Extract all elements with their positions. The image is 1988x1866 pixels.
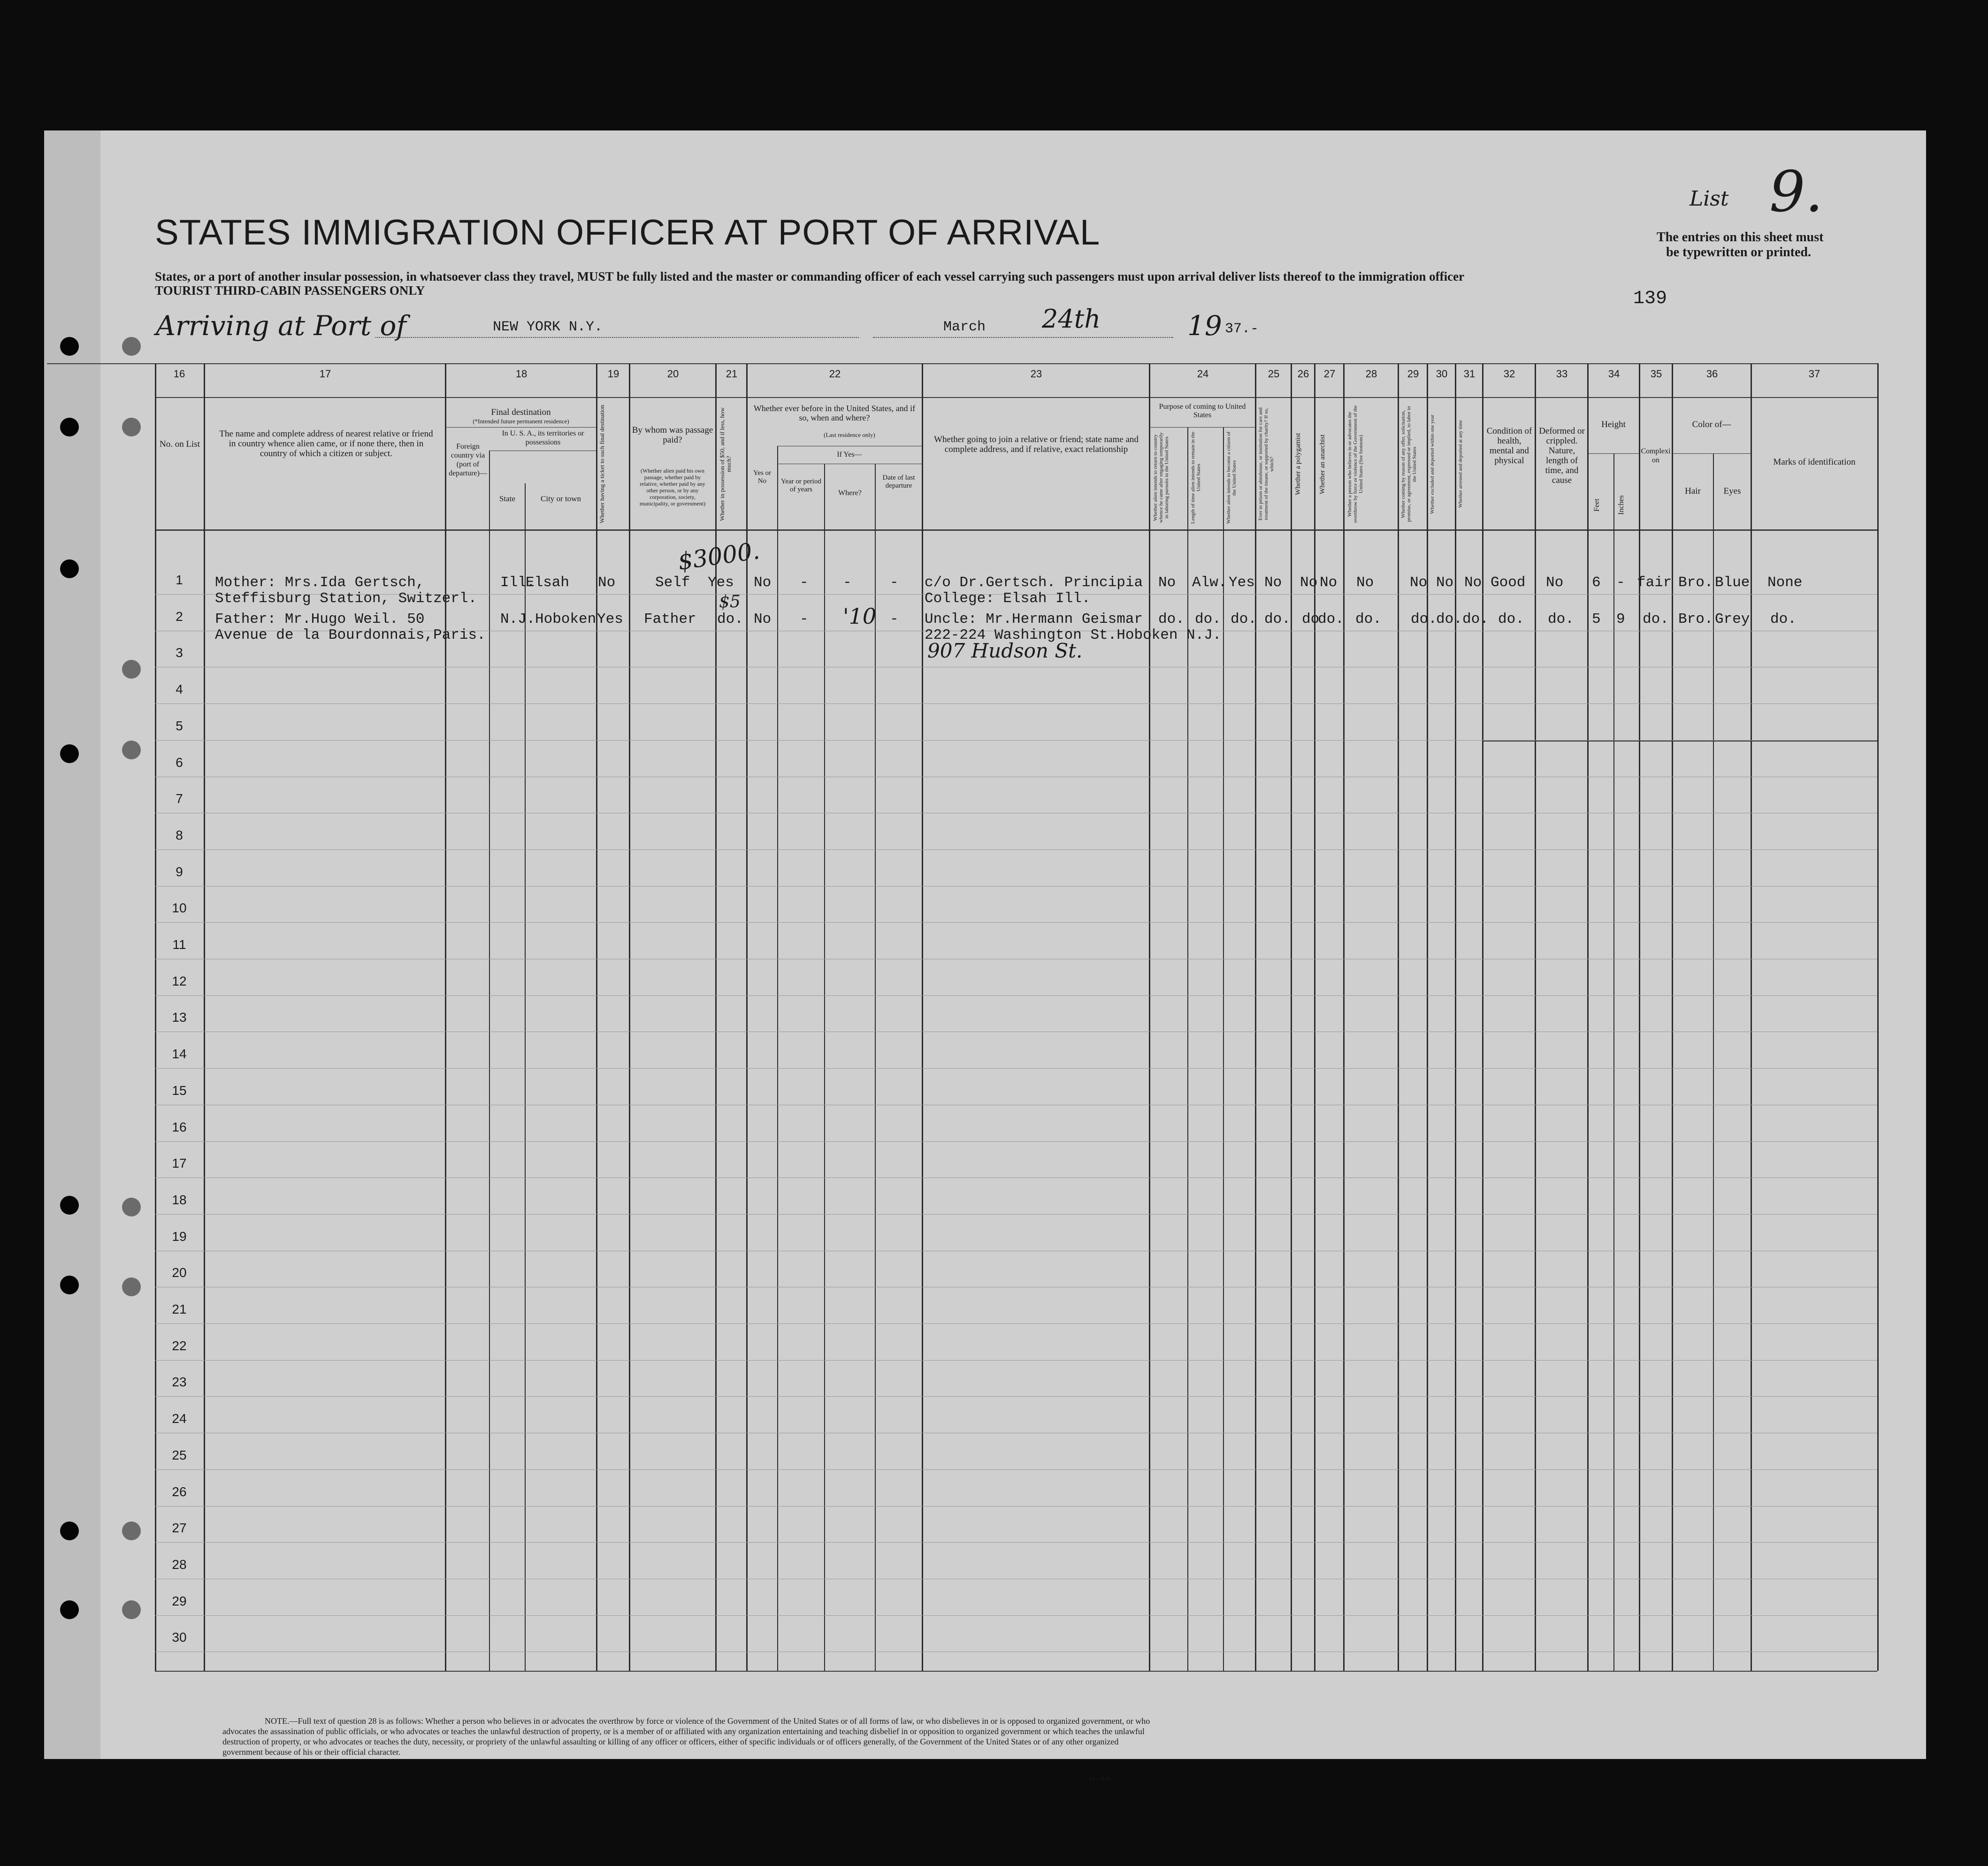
day-field: 24th bbox=[1042, 304, 1101, 334]
row2-before: No bbox=[754, 611, 772, 627]
page-title: STATES IMMIGRATION OFFICER AT PORT OF ARRIVAL bbox=[155, 213, 1101, 252]
column-rule bbox=[1455, 363, 1456, 1671]
header-ever-before-note: (Last residence only) bbox=[824, 431, 875, 438]
row1-health: Good bbox=[1491, 574, 1526, 591]
column-rule bbox=[489, 451, 490, 1671]
column-number: 34 bbox=[1608, 368, 1620, 380]
header-final-destination-note: (*Intended future permanent residence) bbox=[473, 418, 569, 425]
row2-deformed: do. bbox=[1548, 611, 1574, 627]
binding-edge bbox=[44, 130, 100, 1759]
row2-inches: 9 bbox=[1616, 611, 1625, 627]
row-number: 11 bbox=[172, 937, 186, 952]
column-rule bbox=[204, 363, 205, 1671]
binder-hole bbox=[122, 660, 141, 679]
column-number: 23 bbox=[1030, 368, 1042, 380]
column-number: 31 bbox=[1463, 368, 1476, 380]
list-label: List bbox=[1690, 187, 1729, 211]
header-in-usa: In U. S. A., its territories or possessions bbox=[502, 429, 584, 446]
row-number: 14 bbox=[172, 1047, 187, 1062]
row1-purpose-a: No bbox=[1158, 574, 1176, 591]
binder-hole bbox=[60, 1196, 79, 1215]
header-hair: Hair bbox=[1685, 486, 1701, 496]
row2-purpose-b: do. bbox=[1195, 611, 1221, 627]
header-anarchist: Whether an anarchist bbox=[1319, 434, 1326, 494]
header-relative: The name and complete address of nearest relative or friend in country whence alien came, or if none there, then in country of which a citizen or subject. bbox=[219, 429, 433, 459]
header-state: State bbox=[499, 494, 515, 503]
column-rule bbox=[596, 363, 597, 1671]
column-rule bbox=[1672, 363, 1673, 1671]
column-number: 29 bbox=[1407, 368, 1419, 380]
row2-years: - bbox=[800, 611, 809, 627]
row2-marks: do. bbox=[1770, 611, 1797, 627]
row-number: 28 bbox=[172, 1557, 187, 1572]
row1-ticket: No bbox=[598, 574, 616, 591]
row-number: 29 bbox=[172, 1593, 187, 1608]
row2-where: '10 bbox=[843, 604, 877, 629]
table-top-rule bbox=[47, 363, 1877, 364]
table-bottom-rule bbox=[155, 1671, 1877, 1672]
table-row bbox=[155, 1542, 1877, 1543]
row2-complexion: do. bbox=[1643, 611, 1669, 627]
column-rule bbox=[1255, 363, 1256, 1671]
header-city: City or town bbox=[541, 494, 581, 503]
row1-hair: Bro. bbox=[1678, 574, 1713, 591]
table-row bbox=[155, 1323, 1877, 1324]
row1-before: No bbox=[754, 574, 772, 591]
row-number: 18 bbox=[172, 1192, 187, 1207]
row1-money: Yes bbox=[708, 574, 734, 591]
column-rule bbox=[1291, 363, 1292, 1671]
header-inches: Inches bbox=[1617, 495, 1625, 515]
row1-relative: Mother: Mrs.Ida Gertsch, bbox=[215, 574, 425, 591]
header-possession: Whether in possession of $50, and if less, how much? bbox=[719, 407, 732, 521]
table-row bbox=[155, 1214, 1877, 1215]
row1-relative: Steffisburg Station, Switzerl. bbox=[215, 590, 477, 607]
row-number: 21 bbox=[172, 1302, 187, 1316]
column-rule bbox=[824, 464, 825, 1671]
row1-years: - bbox=[800, 574, 809, 591]
row1-where: - bbox=[843, 574, 852, 591]
row-number: 8 bbox=[176, 827, 183, 842]
header-eyes: Eyes bbox=[1723, 486, 1741, 496]
row2-eyes: Grey bbox=[1715, 611, 1750, 627]
row-number: 17 bbox=[172, 1156, 187, 1171]
table-row bbox=[155, 1506, 1877, 1507]
binder-hole bbox=[60, 418, 79, 436]
column-rule bbox=[777, 446, 778, 1671]
instructions: States, or a port of another insular possession, in whatsoever class they travel, MUST be fully listed and the master or commanding officer of each vessel carrying such passengers must upon arrival deliver lists thereof to the immigration officer bbox=[155, 269, 1465, 283]
header-date-last-departure: Date of last departure bbox=[882, 474, 915, 489]
row-number: 26 bbox=[172, 1484, 187, 1499]
row1-city: Elsah bbox=[526, 574, 570, 591]
row2-purpose-a: do. bbox=[1158, 611, 1185, 627]
row-number: 2 bbox=[176, 609, 183, 624]
header-ticket: Whether having a ticket to such final destination bbox=[598, 405, 605, 524]
column-rule bbox=[1639, 363, 1640, 1671]
column-rule bbox=[1187, 427, 1188, 1671]
binder-hole bbox=[60, 744, 79, 763]
row1-feet: 6 bbox=[1592, 574, 1601, 591]
row2-purpose-c: do. bbox=[1231, 611, 1257, 627]
entries-note: be typewritten or printed. bbox=[1666, 245, 1811, 260]
row1-inches: - bbox=[1616, 574, 1625, 591]
row1-purpose-c: Yes bbox=[1229, 574, 1255, 591]
row-number: 10 bbox=[172, 901, 187, 916]
header-passage-note: (Whether alien paid his own passage, whether paid by relative, whether paid by any other person, or by any corporation, society, municipality, or government) bbox=[639, 467, 706, 507]
partial-rule bbox=[1483, 741, 1877, 742]
column-rule bbox=[1535, 363, 1536, 1671]
header-purpose-a: Whether alien intends to return to country whence he came after engaging temporarily in laboring pursuits in the United States bbox=[1153, 432, 1170, 523]
row1-eyes: Blue bbox=[1715, 574, 1750, 591]
year-prefix: 19 bbox=[1187, 310, 1222, 342]
column-number: 26 bbox=[1297, 368, 1309, 380]
form-number: 14—430 bbox=[1089, 1775, 1110, 1782]
row2-last-departure: - bbox=[890, 611, 899, 627]
table-row bbox=[155, 1068, 1877, 1069]
column-number: 35 bbox=[1650, 368, 1662, 380]
header-yes-or-no: Yes or No bbox=[753, 469, 772, 485]
row2-feet: 5 bbox=[1592, 611, 1601, 627]
header-purpose-c: Whether alien intends to become a citizen of the United States bbox=[1226, 431, 1237, 524]
row2-money-note: $5 bbox=[719, 592, 741, 612]
row1-state: Ill. bbox=[500, 574, 535, 591]
row1-anarchist: No bbox=[1320, 574, 1338, 591]
table-row bbox=[155, 740, 1877, 741]
column-number: 37 bbox=[1808, 368, 1820, 380]
row2-city: Hoboken bbox=[535, 611, 596, 627]
row-number: 9 bbox=[176, 864, 183, 879]
binder-hole bbox=[60, 337, 79, 356]
footnote: NOTE.—Full text of question 28 is as follows: Whether a person who believes in or advocates the overthrow by force or violence of the Government of the United States or of all forms of law, or who disbelieves in or is opposed to organized government, or who advocates the assassination of public officials, or who advocates or teaches the unlawful destruction of property, or is a member of or affiliated with any organization entertaining and teaching disbelief in or opposition to organized government or which teaches the unlawful destruction of property, or who advocates or teaches the duty, necessity, or propriety of the unlawful assaulting or killing of any officer or officers, either of specific individuals or of officers generally, of the Government of the United States or of any other organized government because of his or their official character. bbox=[222, 1716, 1150, 1757]
header-polygamist: Whether a polygamist bbox=[1294, 433, 1302, 496]
row2-anarchist: do. bbox=[1318, 611, 1344, 627]
row2-join: Uncle: Mr.Hermann Geismar bbox=[925, 611, 1143, 627]
row2-passage: Father bbox=[644, 611, 696, 627]
binder-hole bbox=[60, 1276, 79, 1294]
row-number: 4 bbox=[176, 682, 183, 697]
header-q31: Whether arrested and deported at any time bbox=[1458, 420, 1463, 508]
column-rule bbox=[155, 363, 156, 1671]
date-underline bbox=[873, 337, 1173, 338]
row1-marks: None bbox=[1767, 574, 1803, 591]
row-number: 13 bbox=[172, 1010, 187, 1025]
page-number: 139 bbox=[1633, 288, 1667, 309]
column-rule bbox=[1398, 363, 1399, 1671]
binder-hole bbox=[122, 1522, 141, 1540]
year-suffix: 37.- bbox=[1225, 321, 1259, 337]
header-bottom-rule bbox=[155, 529, 1877, 531]
table-row bbox=[155, 849, 1877, 850]
table-row bbox=[155, 995, 1877, 996]
table-row bbox=[155, 1615, 1877, 1616]
row-number: 6 bbox=[176, 755, 183, 770]
row2-join: 222-224 Washington St.Hoboken bbox=[925, 627, 1178, 643]
binder-hole bbox=[122, 418, 141, 436]
binder-hole bbox=[122, 337, 141, 356]
row-number: 20 bbox=[172, 1265, 187, 1280]
row-number: 5 bbox=[176, 718, 183, 733]
table-row bbox=[155, 1360, 1877, 1361]
row-number: 27 bbox=[172, 1521, 187, 1536]
header-feet: Feet bbox=[1593, 498, 1601, 512]
row1-q31: No bbox=[1464, 574, 1482, 591]
colnum-rule bbox=[155, 397, 1877, 398]
column-number: 17 bbox=[319, 368, 331, 380]
row1-deformed: No bbox=[1546, 574, 1564, 591]
header-no-on-list: No. on List bbox=[159, 439, 200, 449]
row-number: 16 bbox=[172, 1119, 187, 1134]
row-number: 24 bbox=[172, 1411, 187, 1426]
header-if-yes: If Yes— bbox=[837, 451, 862, 459]
row1-last-departure: - bbox=[890, 574, 899, 591]
column-rule bbox=[1427, 363, 1428, 1671]
column-rule bbox=[875, 464, 876, 1671]
row2-ticket: Yes bbox=[597, 611, 623, 627]
header-color-of: Color of— bbox=[1692, 420, 1731, 429]
column-rule bbox=[922, 363, 923, 1671]
row2-join-handwritten: 907 Hudson St. bbox=[927, 639, 1083, 662]
row2-purpose-extra: N.J. bbox=[1186, 627, 1222, 643]
row2-q29: do. bbox=[1411, 611, 1437, 627]
row1-purpose-b: Alw. bbox=[1192, 574, 1227, 591]
header-q30: Whether excluded and deported within one year bbox=[1430, 414, 1435, 514]
header-prison: Ever in prison or almshouse, or institution for care and treatment of the insane, or supported by charity? If so, which? bbox=[1258, 407, 1275, 521]
row-number: 3 bbox=[176, 645, 183, 660]
row2-q30: do. bbox=[1436, 611, 1462, 627]
column-rule bbox=[1613, 453, 1614, 1671]
column-rule bbox=[525, 483, 526, 1671]
month-field: March bbox=[943, 319, 986, 335]
row1-complexion: fair bbox=[1637, 574, 1672, 591]
row1-q30: No bbox=[1436, 574, 1454, 591]
header-where: Where? bbox=[838, 489, 862, 497]
row1-polygamist: No bbox=[1300, 574, 1318, 591]
table-row bbox=[155, 1396, 1877, 1397]
binder-hole bbox=[122, 1198, 141, 1216]
column-rule bbox=[445, 363, 446, 1671]
column-number: 27 bbox=[1323, 368, 1336, 380]
table-row bbox=[155, 886, 1877, 887]
column-number: 21 bbox=[726, 368, 738, 380]
header-complexion: Complexion bbox=[1641, 447, 1671, 464]
column-number: 24 bbox=[1197, 368, 1209, 380]
binder-hole bbox=[60, 559, 79, 578]
row2-relative: Father: Mr.Hugo Weil. 50 bbox=[215, 611, 425, 627]
row-number: 22 bbox=[172, 1338, 187, 1353]
row-number: 30 bbox=[172, 1630, 187, 1645]
row2-state: N.J. bbox=[500, 611, 535, 627]
row2-relative: Avenue de la Bourdonnais,Paris. bbox=[215, 627, 486, 643]
row-number: 12 bbox=[172, 973, 187, 988]
class-line: TOURIST THIRD-CABIN PASSENGERS ONLY bbox=[155, 283, 425, 298]
header-joining-relative: Whether going to join a relative or friend; state name and complete address, and if relative, exact relationship bbox=[934, 435, 1139, 454]
column-number: 18 bbox=[515, 368, 528, 380]
table-row bbox=[155, 1141, 1877, 1142]
column-rule bbox=[1223, 427, 1224, 1671]
header-purpose-b: Length of time alien intends to remain in the United States bbox=[1190, 431, 1201, 524]
binder-hole bbox=[122, 1277, 141, 1296]
column-rule bbox=[1587, 363, 1589, 1671]
column-number: 25 bbox=[1268, 368, 1280, 380]
header-final-destination: Final destination bbox=[491, 407, 551, 417]
column-number: 19 bbox=[607, 368, 619, 380]
column-number: 20 bbox=[667, 368, 679, 380]
row-number: 19 bbox=[172, 1229, 187, 1244]
row1-q28: No bbox=[1356, 574, 1374, 591]
subheader-rule bbox=[446, 427, 596, 428]
column-number: 30 bbox=[1436, 368, 1448, 380]
header-condition: Condition of health, mental and physical bbox=[1486, 426, 1532, 466]
header-q28: Whether a person who believes in or advocates the overthrow by force or violence of the Government of the United States (See footnote) bbox=[1347, 405, 1364, 523]
header-foreign-country: Foreign country via (port of departure)— bbox=[449, 443, 487, 477]
table-row bbox=[155, 922, 1877, 923]
port-field: NEW YORK N.Y. bbox=[493, 319, 603, 335]
row1-passage: Self bbox=[655, 574, 690, 591]
row1-money-note: $3000. bbox=[676, 537, 762, 575]
header-q29: Whether coming by reason of any offer, solicitation, promise, or agreement, expressed or implied, to labor in the United States bbox=[1400, 406, 1417, 522]
header-marks: Marks of identification bbox=[1773, 457, 1856, 467]
binder-hole bbox=[122, 741, 141, 759]
subheader-rule bbox=[1150, 427, 1255, 428]
header-height: Height bbox=[1601, 420, 1626, 429]
column-number: 33 bbox=[1556, 368, 1568, 380]
column-number: 22 bbox=[829, 368, 841, 380]
row2-q31: do. bbox=[1462, 611, 1489, 627]
port-underline bbox=[375, 337, 859, 338]
column-rule bbox=[1877, 363, 1879, 1671]
row-number: 7 bbox=[176, 791, 183, 806]
row1-join: c/o Dr.Gertsch. Principia bbox=[925, 574, 1143, 591]
binder-hole bbox=[122, 1600, 141, 1619]
header-purpose: Purpose of coming to United States bbox=[1159, 403, 1246, 419]
column-number: 32 bbox=[1503, 368, 1515, 380]
binder-hole bbox=[60, 1522, 79, 1540]
subheader-rule bbox=[1588, 453, 1639, 454]
row2-hair: Bro. bbox=[1678, 611, 1713, 627]
column-rule bbox=[1343, 363, 1345, 1671]
row1-prison: No bbox=[1264, 574, 1282, 591]
arriving-label: Arriving at Port of bbox=[156, 310, 406, 342]
column-number: 16 bbox=[173, 368, 185, 380]
entries-note: The entries on this sheet must bbox=[1657, 230, 1824, 245]
row-number: 25 bbox=[172, 1447, 187, 1462]
row1-join: College: Elsah Ill. bbox=[925, 590, 1091, 607]
column-rule bbox=[1482, 363, 1483, 1671]
column-rule bbox=[629, 363, 630, 1671]
row-number: 1 bbox=[176, 573, 183, 587]
table-row bbox=[155, 1469, 1877, 1470]
header-passage-paid: By whom was passage paid? bbox=[632, 425, 713, 445]
row2-prison: do. bbox=[1264, 611, 1291, 627]
row-number: 15 bbox=[172, 1083, 187, 1098]
column-rule bbox=[1751, 363, 1752, 1671]
binder-hole bbox=[60, 1600, 79, 1619]
row2-q28: do. bbox=[1355, 611, 1382, 627]
column-rule bbox=[1713, 453, 1714, 1671]
row1-q29: No bbox=[1410, 574, 1428, 591]
column-rule bbox=[1149, 363, 1150, 1671]
row2-health: do. bbox=[1498, 611, 1524, 627]
column-number: 36 bbox=[1706, 368, 1718, 380]
column-number: 28 bbox=[1365, 368, 1377, 380]
column-rule bbox=[1314, 363, 1315, 1671]
subheader-rule bbox=[1673, 453, 1751, 454]
row2-money: do. bbox=[717, 611, 743, 627]
header-ever-before: Whether ever before in the United States, and if so, when and where? bbox=[753, 404, 916, 422]
row-number: 23 bbox=[172, 1375, 187, 1390]
row2-polygamist: do bbox=[1302, 611, 1320, 627]
header-year-period: Year or period of years bbox=[781, 478, 821, 493]
list-number: 9. bbox=[1769, 160, 1823, 225]
header-deformed: Deformed or crippled. Nature, length of time, and cause bbox=[1539, 426, 1585, 485]
